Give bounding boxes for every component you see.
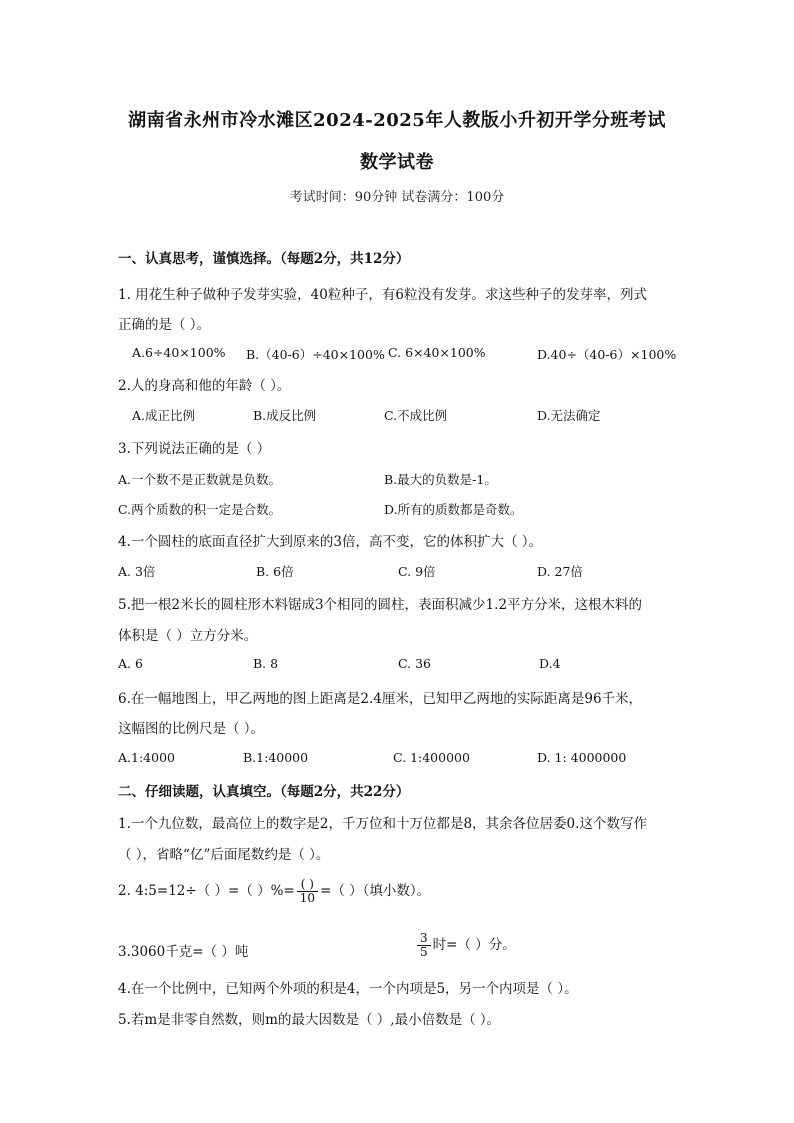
- s1-q5-option-a: A. 6: [118, 656, 143, 671]
- s1-q3-line1: 3.下列说法正确的是（ ）: [118, 441, 271, 457]
- s1-q5-option-b: B. 8: [253, 656, 279, 671]
- s1-q3-option-c: C.两个质数的积一定是合数。: [118, 502, 282, 517]
- s2-q3-fraction-numerator: 3: [417, 932, 431, 946]
- s1-q5-option-c: C. 36: [398, 656, 431, 671]
- s2-q3-fraction-denominator: 5: [420, 945, 428, 959]
- s1-q2-option-b: B.成反比例: [253, 408, 317, 423]
- s1-q4-line1: 4.一个圆柱的底面直径扩大到原来的3倍，高不变，它的体积扩大（ ）。: [118, 534, 543, 550]
- s2-q2-after: =（ ）（填小数）。: [320, 883, 431, 899]
- s2-q1-line2: （ ），省略“亿”后面尾数约是（ ）。: [118, 847, 330, 863]
- s2-q2-fraction: [297, 878, 318, 905]
- s2-q2: [118, 878, 430, 905]
- exam-title-line1: 湖南省永州市冷水滩区2024-2025年人教版小升初开学分班考试: [128, 110, 666, 131]
- s1-q2-option-d: D.无法确定: [537, 408, 601, 423]
- s1-q1-option-a: A.6÷40×100%: [132, 345, 226, 360]
- s1-q6-option-b: B.1:40000: [243, 750, 309, 765]
- s2-q5-line1: 5.若m是非零自然数，则m的最大因数是（ ）,最小倍数是（ ）。: [118, 1012, 501, 1028]
- s1-q5-option-d: D.4: [539, 656, 561, 671]
- s2-q3-fraction: [417, 932, 431, 959]
- s1-q6-line1: 6.在一幅地图上，甲乙两地的图上距离是2.4厘米，已知甲乙两地的实际距离是96千米，: [118, 691, 643, 707]
- s2-q1-line1: 1.一个九位数，最高位上的数字是2，千万位和十万位都是8，其余各位居委0.这个数写作: [118, 816, 647, 832]
- s1-q6-option-a: A.1:4000: [118, 750, 175, 765]
- s1-q2-line1: 2.人的身高和他的年龄（ ）。: [118, 378, 291, 394]
- section1-heading: 一、认真思考，谨慎选择。（每题2分，共12分）: [118, 251, 410, 267]
- s1-q1-line2: 正确的是（ ）。: [118, 317, 211, 333]
- s1-q4-option-a: A. 3倍: [118, 564, 156, 579]
- s1-q3-option-b: B.最大的负数是-1。: [384, 472, 497, 487]
- exam-info: 考试时间：90分钟 试卷满分：100分: [289, 190, 505, 205]
- s1-q4-option-b: B. 6倍: [256, 564, 294, 579]
- s1-q4-option-c: C. 9倍: [398, 564, 436, 579]
- s2-q2-before: 2. 4:5=12÷（ ）=（ ）%=: [118, 883, 295, 899]
- s1-q6-option-c: C. 1:400000: [393, 750, 470, 765]
- section2-heading: 二、仔细读题，认真填空。（每题2分，共22分）: [118, 784, 410, 800]
- s1-q1-option-c: C. 6×40×100%: [388, 345, 486, 360]
- s1-q2-option-a: A.成正比例: [132, 408, 196, 423]
- s1-q3-option-d: D.所有的质数都是奇数。: [384, 502, 523, 517]
- s1-q1-option-b: B.（40-6）÷40×100%: [246, 347, 385, 362]
- s1-q6-option-d: D. 1: 4000000: [537, 750, 627, 765]
- s1-q1-option-d: D.40÷（40-6）×100%: [537, 347, 677, 362]
- s1-q5-line1: 5.把一根2米长的圆柱形木料锯成3个相同的圆柱，表面积减少1.2平方分米，这根木料的: [118, 597, 643, 613]
- s2-q4-line1: 4.在一个比例中，已知两个外项的积是4，一个内项是5，另一个内项是（ ）。: [118, 981, 578, 997]
- s1-q1-line1: 1. 用花生种子做种子发芽实验，40粒种子，有6粒没有发芽。求这些种子的发芽率，列式: [118, 287, 647, 303]
- s1-q4-option-d: D. 27倍: [537, 564, 583, 579]
- s1-q2-option-c: C.不成比例: [384, 408, 448, 423]
- s2-q3-left: 3.3060千克=（ ）吨: [118, 944, 249, 960]
- s1-q6-line2: 这幅图的比例尺是（ ）。: [118, 721, 265, 737]
- s2-q3-right-text: 时=（ ）分。: [432, 937, 516, 953]
- s2-q2-fraction-numerator: ( ): [297, 878, 318, 892]
- s1-q5-line2: 体积是（ ）立方分米。: [118, 628, 258, 644]
- s2-q2-fraction-denominator: 10: [299, 891, 316, 905]
- s2-q3-right: [415, 932, 516, 959]
- s1-q3-option-a: A.一个数不是正数就是负数。: [118, 472, 282, 487]
- exam-title-line2: 数学试卷: [360, 152, 434, 173]
